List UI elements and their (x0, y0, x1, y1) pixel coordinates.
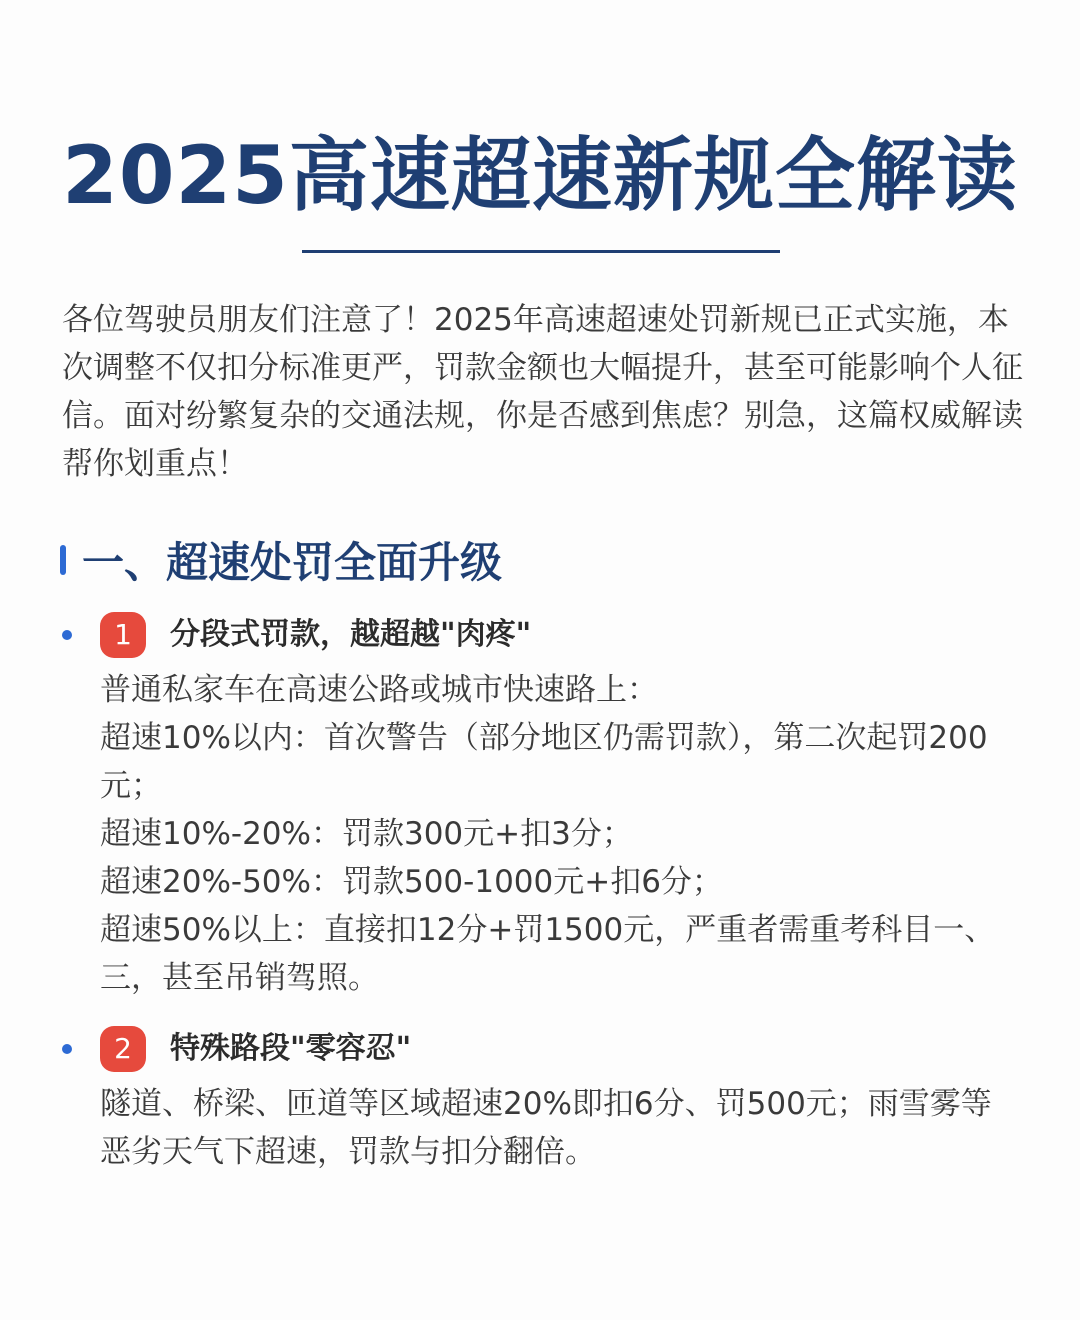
item-header (62, 612, 1012, 662)
intro-paragraph: 各位驾驶员朋友们注意了！2025年高速超速处罚新规已正式实施，本次调整不仅扣分标准更严，罚款金额也大幅提升，甚至可能影响个人征信。面对纷繁复杂的交通法规，你是否感到焦虑？别急，这篇权威解读帮你划重点！ (62, 302, 1023, 482)
section-marker-bar (60, 545, 66, 575)
item-line: 隧道、桥梁、匝道等区域超速20%即扣6分、罚500元；雨雪雾等恶劣天气下超速，罚款与扣分翻倍。 (100, 1086, 992, 1170)
item-line: 超速50%以上：直接扣12分+罚1500元，严重者需重考科目一、三，甚至吊销驾照。 (100, 912, 996, 996)
section-heading (60, 530, 502, 590)
number-badge: 1 (100, 612, 146, 658)
item-title: 特殊路段"零容忍" (170, 1031, 412, 1066)
item-title: 分段式罚款，越超越"肉疼" (170, 617, 532, 652)
item-body (100, 1080, 1012, 1176)
title-divider (302, 250, 780, 253)
item-line: 超速20%-50%：罚款500-1000元+扣6分； (100, 864, 723, 900)
item-line: 超速10%以内：首次警告（部分地区仍需罚款），第二次起罚200元； (100, 720, 988, 804)
section-title: 一、超速处罚全面升级 (82, 538, 503, 587)
list-item-2 (62, 1026, 1012, 1176)
bullet-dot-icon (62, 1044, 72, 1054)
item-line: 普通私家车在高速公路或城市快速路上： (100, 672, 658, 708)
bullet-dot-icon (62, 630, 72, 640)
number-badge: 2 (100, 1026, 146, 1072)
item-header (62, 1026, 1012, 1076)
item-body (100, 666, 1012, 1002)
item-line: 超速10%-20%：罚款300元+扣3分； (100, 816, 633, 852)
page-title: 2025高速超速新规全解读 (62, 129, 1018, 222)
list-item-1 (62, 612, 1012, 1002)
